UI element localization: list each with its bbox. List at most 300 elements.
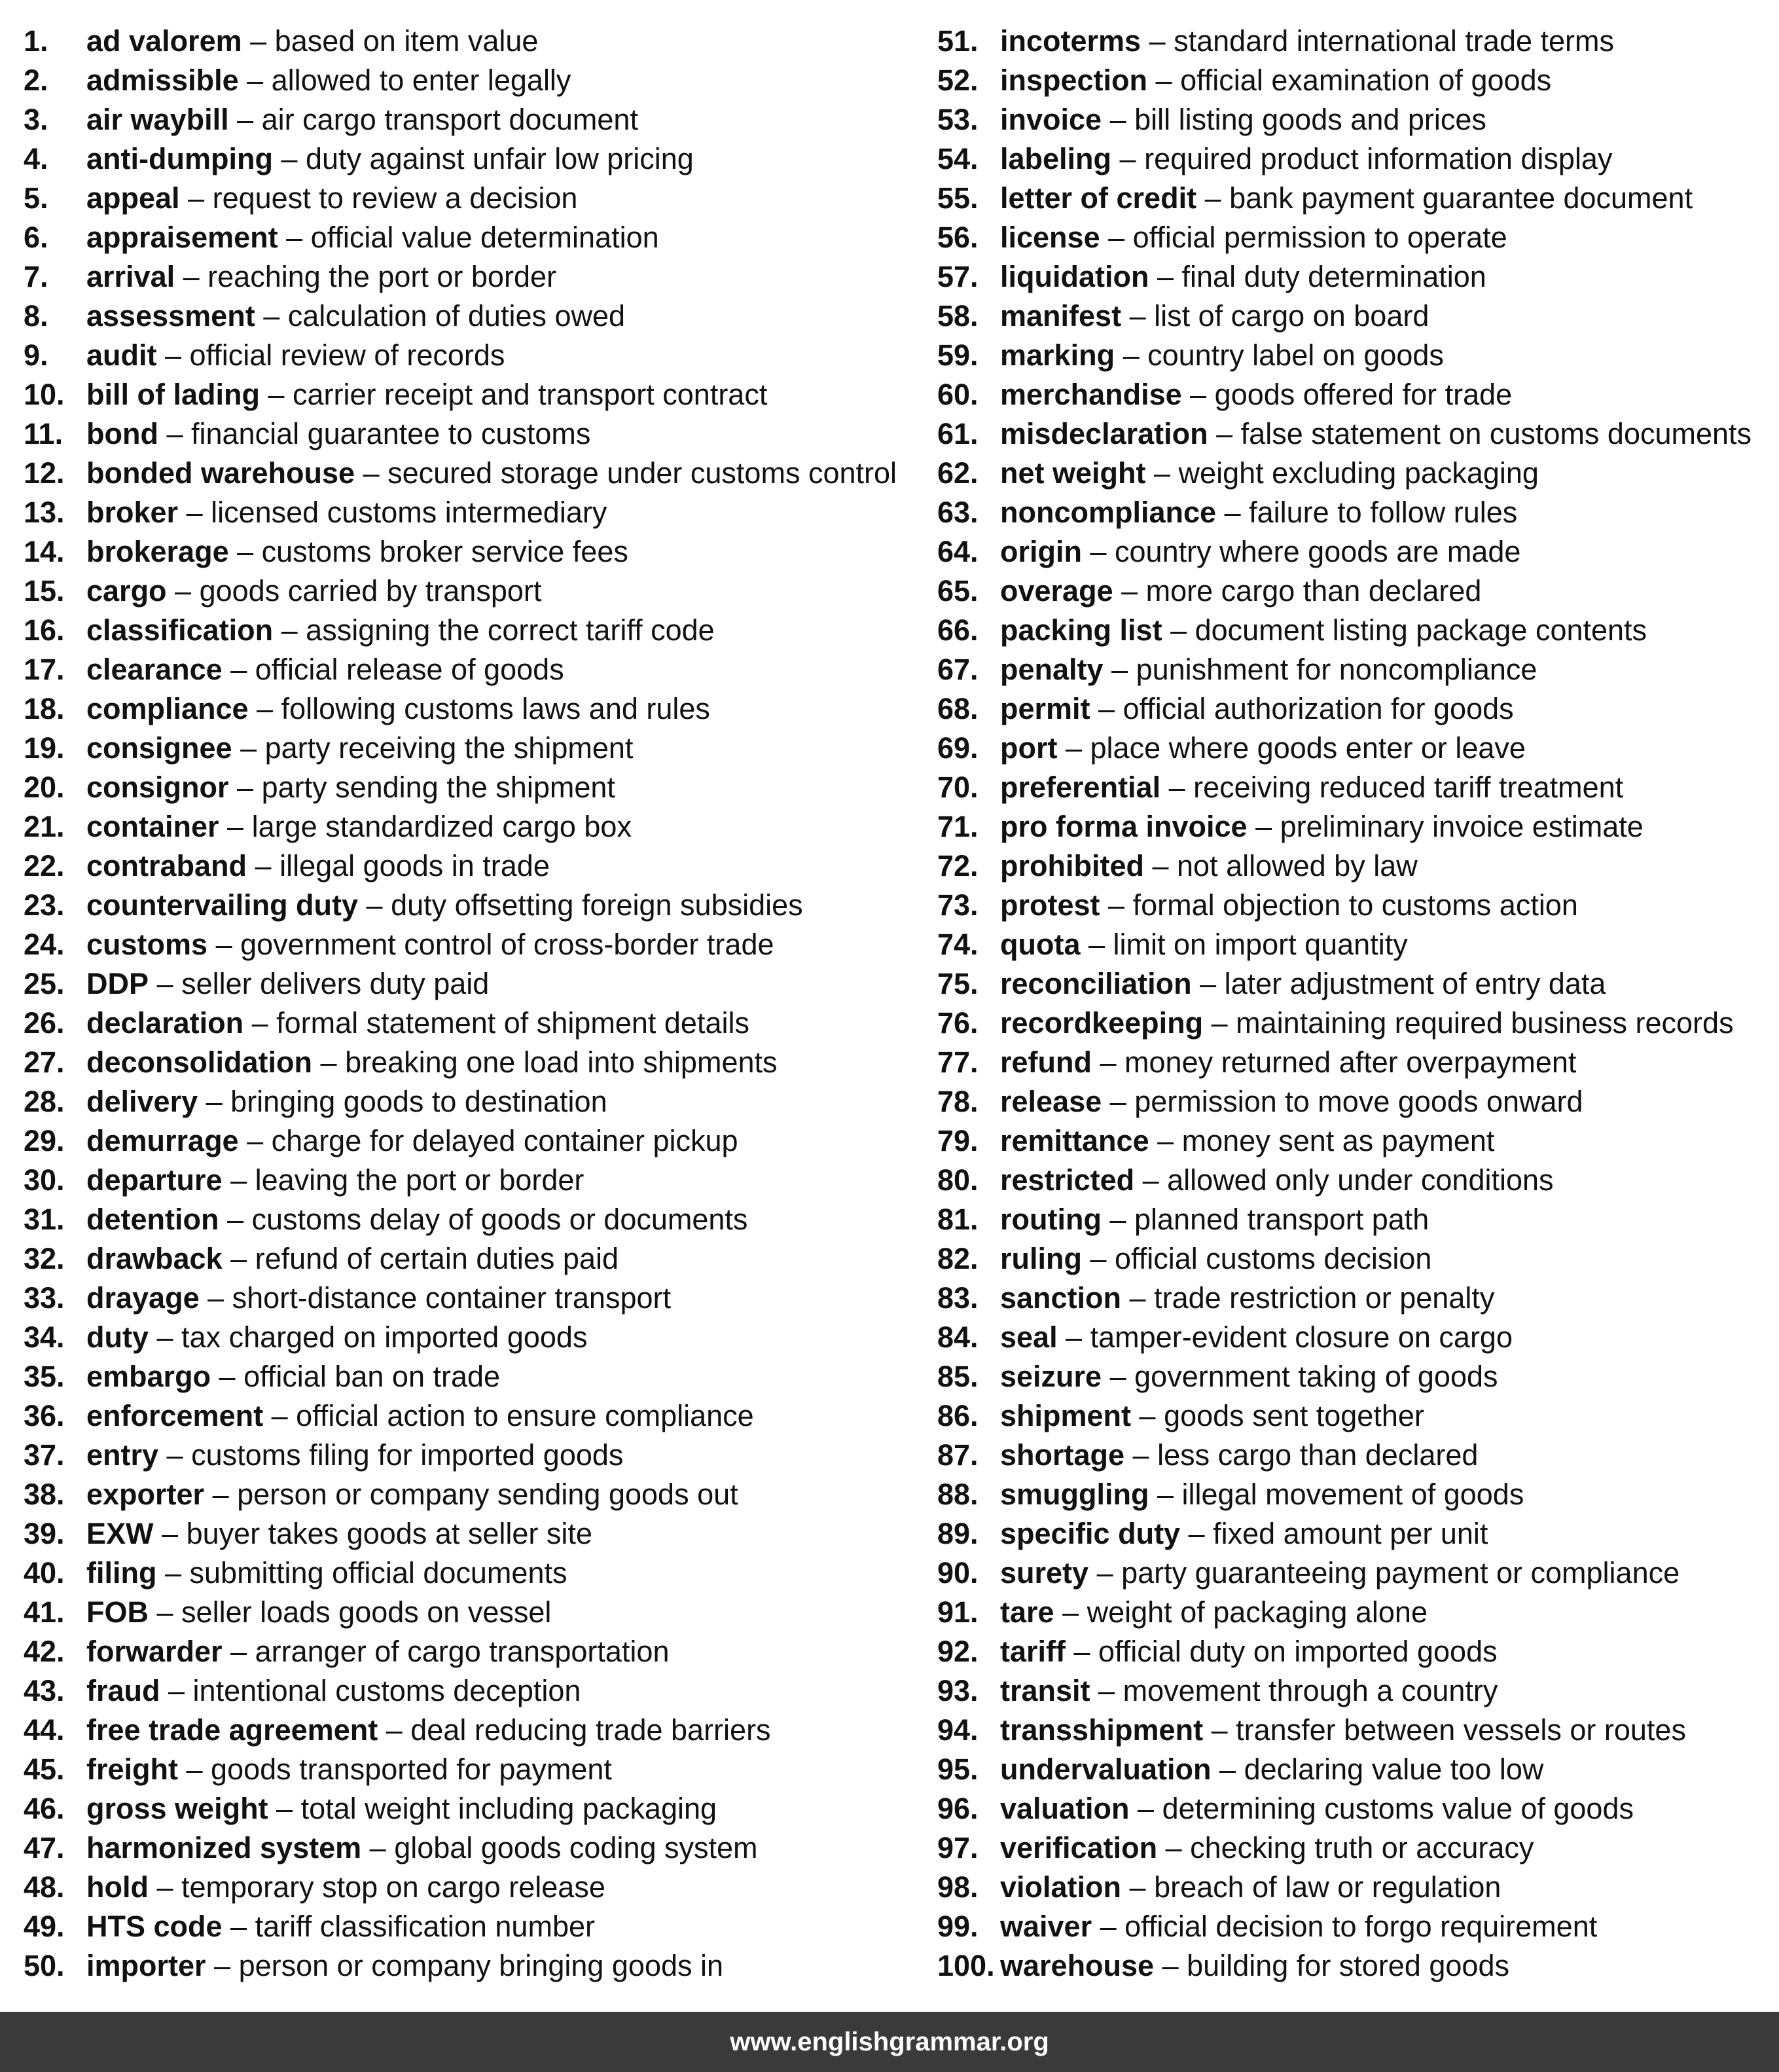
entry-definition: country label on goods xyxy=(1147,338,1444,372)
entry-number: 87. xyxy=(937,1438,979,1472)
entry-text xyxy=(86,925,774,964)
entry-separator: – xyxy=(1211,1753,1244,1786)
glossary-entry xyxy=(937,336,1779,375)
entry-separator: – xyxy=(1102,103,1135,136)
entry-number: 72. xyxy=(937,849,979,882)
entry-definition: party sending the shipment xyxy=(261,771,615,804)
glossary-entry xyxy=(24,1671,927,1711)
entry-definition: short-distance container transport xyxy=(232,1281,671,1315)
entry-text xyxy=(86,572,541,611)
entry-term: enforcement xyxy=(86,1399,264,1432)
entry-text xyxy=(86,414,590,454)
footer-url[interactable]: www.englishgrammar.org xyxy=(730,2027,1049,2056)
entry-number: 100. xyxy=(937,1949,995,1982)
entry-definition: customs filing for imported goods xyxy=(191,1438,624,1472)
entry-definition: request to review a decision xyxy=(212,181,578,215)
glossary-entry xyxy=(937,1436,1779,1475)
entry-number: 70. xyxy=(937,771,979,804)
entry-text xyxy=(1000,1750,1543,1789)
entry-number: 17. xyxy=(24,653,65,686)
glossary-entry xyxy=(24,297,927,336)
glossary-entry xyxy=(24,22,927,61)
entry-number: 8. xyxy=(24,299,48,333)
entry-definition: illegal goods in trade xyxy=(279,849,550,882)
entry-separator: – xyxy=(1100,888,1133,922)
entry-separator: – xyxy=(156,338,190,372)
entry-definition: declaring value too low xyxy=(1244,1753,1544,1786)
glossary-entry xyxy=(937,454,1779,493)
entry-separator: – xyxy=(149,1320,182,1354)
entry-number: 64. xyxy=(937,535,979,568)
entry-definition: licensed customs intermediary xyxy=(211,496,607,529)
entry-definition: failure to follow rules xyxy=(1249,496,1518,529)
entry-term: verification xyxy=(1000,1831,1158,1864)
entry-text xyxy=(86,1514,592,1554)
entry-term: packing list xyxy=(1000,613,1162,647)
glossary-entry xyxy=(24,964,927,1004)
entry-number: 26. xyxy=(24,1006,65,1040)
entry-number: 37. xyxy=(24,1438,65,1472)
entry-number: 81. xyxy=(937,1203,979,1236)
entry-definition: formal objection to customs action xyxy=(1132,888,1578,922)
entry-definition: false statement on customs documents xyxy=(1240,417,1752,450)
entry-text xyxy=(1000,414,1752,454)
entry-number: 86. xyxy=(937,1399,979,1432)
entry-definition: preliminary invoice estimate xyxy=(1280,810,1644,843)
glossary-entry xyxy=(24,1121,927,1161)
entry-definition: breach of law or regulation xyxy=(1154,1870,1501,1904)
entry-number: 6. xyxy=(24,221,48,254)
entry-term: contraband xyxy=(86,849,247,882)
entry-definition: government control of cross-border trade xyxy=(240,928,774,961)
entry-definition: bill listing goods and prices xyxy=(1134,103,1486,136)
glossary-entry xyxy=(24,1907,927,1946)
entry-definition: receiving reduced tariff treatment xyxy=(1193,771,1624,804)
entry-separator: – xyxy=(160,1674,193,1707)
entry-definition: weight excluding packaging xyxy=(1178,456,1539,490)
glossary-entry xyxy=(24,1828,927,1868)
entry-text xyxy=(86,1750,612,1789)
glossary-entry xyxy=(24,650,927,689)
glossary-entry xyxy=(937,414,1779,454)
entry-separator: – xyxy=(222,1635,255,1668)
entry-text xyxy=(1000,1239,1431,1279)
entry-term: ad valorem xyxy=(86,24,242,58)
entry-definition: duty against unfair low pricing xyxy=(306,142,694,175)
entry-term: routing xyxy=(1000,1203,1102,1236)
entry-term: FOB xyxy=(86,1595,149,1629)
entry-text xyxy=(86,1318,587,1357)
glossary-entry xyxy=(24,846,927,886)
entry-separator: – xyxy=(1124,1438,1158,1472)
entry-text xyxy=(1000,1907,1597,1946)
glossary-entry xyxy=(24,1082,927,1121)
glossary-entry xyxy=(937,1593,1779,1632)
entry-term: labeling xyxy=(1000,142,1112,175)
entry-number: 94. xyxy=(937,1713,979,1747)
entry-number: 29. xyxy=(24,1124,65,1157)
entry-definition: allowed to enter legally xyxy=(271,64,571,97)
glossary-entry xyxy=(937,257,1779,297)
entry-definition: bank payment guarantee document xyxy=(1229,181,1693,215)
glossary-entry xyxy=(937,61,1779,100)
entry-number: 96. xyxy=(937,1792,979,1825)
entry-separator: – xyxy=(361,1831,395,1864)
entry-separator: – xyxy=(1131,1399,1164,1432)
glossary-entry xyxy=(937,1161,1779,1200)
entry-separator: – xyxy=(148,1870,182,1904)
entry-term: transshipment xyxy=(1000,1713,1204,1747)
entry-separator: – xyxy=(1102,1085,1135,1118)
entry-separator: – xyxy=(278,221,311,254)
entry-text xyxy=(86,1632,669,1671)
glossary-entry xyxy=(937,1750,1779,1789)
entry-text xyxy=(1000,1593,1428,1632)
glossary-entry xyxy=(937,846,1779,886)
entry-separator: – xyxy=(242,24,275,58)
entry-term: restricted xyxy=(1000,1163,1135,1197)
glossary-entry xyxy=(24,336,927,375)
entry-text xyxy=(1000,493,1517,532)
entry-text xyxy=(1000,1789,1634,1828)
entry-term: overage xyxy=(1000,574,1113,608)
entry-number: 49. xyxy=(24,1910,65,1943)
entry-text xyxy=(86,1396,754,1436)
entry-term: misdeclaration xyxy=(1000,417,1208,450)
entry-separator: – xyxy=(1149,260,1182,293)
glossary-entry xyxy=(937,1357,1779,1396)
entry-number: 59. xyxy=(937,338,979,372)
glossary-entry xyxy=(937,179,1779,218)
entry-number: 85. xyxy=(937,1360,979,1393)
entry-term: prohibited xyxy=(1000,849,1144,882)
entry-number: 14. xyxy=(24,535,65,568)
entry-separator: – xyxy=(1216,496,1249,529)
entry-number: 33. xyxy=(24,1281,65,1315)
entry-definition: checking truth or accuracy xyxy=(1190,1831,1534,1864)
entry-number: 75. xyxy=(937,967,979,1000)
glossary-entry xyxy=(24,1475,927,1514)
entry-text xyxy=(86,179,577,218)
entry-term: appraisement xyxy=(86,221,278,254)
entry-term: DDP xyxy=(86,967,149,1000)
entry-term: clearance xyxy=(86,653,223,686)
entry-definition: required product information display xyxy=(1144,142,1613,175)
entry-term: violation xyxy=(1000,1870,1122,1904)
entry-term: exporter xyxy=(86,1478,205,1511)
entry-number: 73. xyxy=(937,888,979,922)
entry-number: 90. xyxy=(937,1556,979,1590)
entry-text xyxy=(86,493,607,532)
entry-term: ruling xyxy=(1000,1242,1082,1275)
entry-separator: – xyxy=(1157,1831,1191,1864)
entry-number: 31. xyxy=(24,1203,65,1236)
glossary-entry xyxy=(937,1121,1779,1161)
entry-term: origin xyxy=(1000,535,1082,568)
glossary-entry xyxy=(24,689,927,729)
entry-number: 80. xyxy=(937,1163,979,1197)
entry-number: 68. xyxy=(937,692,979,725)
entry-number: 71. xyxy=(937,810,979,843)
entry-definition: standard international trade terms xyxy=(1174,24,1614,58)
entry-text xyxy=(1000,454,1539,493)
entry-number: 27. xyxy=(24,1045,65,1079)
entry-separator: – xyxy=(1145,456,1179,490)
entry-separator: – xyxy=(243,1006,277,1040)
glossary-entry xyxy=(24,886,927,925)
entry-separator: – xyxy=(228,771,262,804)
entry-text xyxy=(86,1121,738,1161)
entry-number: 77. xyxy=(937,1045,979,1079)
entry-definition: buyer takes goods at seller site xyxy=(186,1517,592,1550)
entry-separator: – xyxy=(1143,849,1177,882)
entry-definition: official customs decision xyxy=(1115,1242,1432,1275)
entry-definition: illegal movement of goods xyxy=(1181,1478,1524,1511)
entry-term: freight xyxy=(86,1753,178,1786)
entry-separator: – xyxy=(1121,1281,1155,1315)
entry-separator: – xyxy=(228,535,262,568)
entry-separator: – xyxy=(1111,142,1145,175)
entry-text xyxy=(1000,1868,1501,1907)
glossary-entry xyxy=(937,1475,1779,1514)
glossary-entry xyxy=(24,375,927,414)
entry-text xyxy=(1000,611,1647,650)
entry-definition: seller delivers duty paid xyxy=(181,967,490,1000)
entry-definition: party guaranteeing payment or compliance xyxy=(1121,1556,1680,1590)
glossary-entry xyxy=(937,1514,1779,1554)
glossary-entry xyxy=(937,1279,1779,1318)
entry-definition: based on item value xyxy=(274,24,539,58)
entry-text xyxy=(1000,1396,1424,1436)
entry-separator: – xyxy=(1191,967,1225,1000)
entry-term: free trade agreement xyxy=(86,1713,378,1747)
entry-definition: official decision to forgo requirement xyxy=(1124,1910,1598,1943)
entry-definition: not allowed by law xyxy=(1177,849,1418,882)
entry-separator: – xyxy=(1160,771,1194,804)
entry-text xyxy=(86,1004,749,1043)
entry-number: 35. xyxy=(24,1360,65,1393)
entry-separator: – xyxy=(1121,1870,1155,1904)
entry-separator: – xyxy=(1147,64,1181,97)
glossary-entry xyxy=(937,218,1779,257)
entry-separator: – xyxy=(175,260,208,293)
entry-separator: – xyxy=(1121,299,1155,333)
entry-definition: goods transported for payment xyxy=(211,1753,612,1786)
entry-term: smuggling xyxy=(1000,1478,1149,1511)
entry-number: 12. xyxy=(24,456,65,490)
entry-definition: calculation of duties owed xyxy=(287,299,626,333)
entry-definition: total weight including packaging xyxy=(300,1792,717,1825)
entry-definition: leaving the port or border xyxy=(255,1163,584,1197)
glossary-entry xyxy=(24,1239,927,1279)
entry-number: 19. xyxy=(24,731,65,765)
entry-number: 43. xyxy=(24,1674,65,1707)
entry-term: seal xyxy=(1000,1320,1058,1354)
entry-term: entry xyxy=(86,1438,159,1472)
entry-separator: – xyxy=(158,417,191,450)
entry-separator: – xyxy=(158,1438,192,1472)
entry-number: 57. xyxy=(937,260,979,293)
entry-text xyxy=(1000,1004,1734,1043)
entry-text xyxy=(1000,729,1526,768)
glossary-entry xyxy=(24,1593,927,1632)
entry-text xyxy=(1000,846,1418,886)
entry-term: customs xyxy=(86,928,208,961)
entry-term: hold xyxy=(86,1870,149,1904)
entry-definition: maintaining required business records xyxy=(1236,1006,1734,1040)
entry-term: inspection xyxy=(1000,64,1148,97)
entry-definition: money sent as payment xyxy=(1181,1124,1495,1157)
entry-text xyxy=(1000,100,1486,139)
entry-separator: – xyxy=(263,1399,296,1432)
entry-number: 58. xyxy=(937,299,979,333)
entry-number: 63. xyxy=(937,496,979,529)
entry-text xyxy=(1000,218,1507,257)
entry-separator: – xyxy=(1162,613,1195,647)
entry-text xyxy=(86,1082,607,1121)
entry-number: 25. xyxy=(24,967,65,1000)
entry-number: 28. xyxy=(24,1085,65,1118)
glossary-entry xyxy=(937,572,1779,611)
entry-text xyxy=(1000,572,1481,611)
entry-definition: official examination of goods xyxy=(1180,64,1552,97)
entry-definition: money returned after overpayment xyxy=(1124,1045,1577,1079)
entry-definition: later adjustment of entry data xyxy=(1224,967,1606,1000)
entry-term: brokerage xyxy=(86,535,229,568)
entry-term: warehouse xyxy=(1000,1949,1155,1982)
entry-separator: – xyxy=(1088,1556,1122,1590)
glossary-entry xyxy=(24,532,927,572)
entry-term: HTS code xyxy=(86,1910,223,1943)
entry-separator: – xyxy=(1203,1713,1236,1747)
glossary-list xyxy=(0,22,1779,1982)
entry-number: 61. xyxy=(937,417,979,450)
entry-text xyxy=(86,1828,758,1868)
entry-term: shipment xyxy=(1000,1399,1132,1432)
entry-separator: – xyxy=(1149,1478,1182,1511)
entry-text xyxy=(86,218,659,257)
entry-separator: – xyxy=(156,1556,190,1590)
entry-definition: tamper-evident closure on cargo xyxy=(1090,1320,1513,1354)
entry-separator: – xyxy=(1247,810,1280,843)
entry-separator: – xyxy=(1154,1949,1187,1982)
entry-separator: – xyxy=(204,1478,238,1511)
entry-term: admissible xyxy=(86,64,239,97)
entry-term: permit xyxy=(1000,692,1090,725)
entry-text xyxy=(86,1436,623,1475)
glossary-entry xyxy=(24,1161,927,1200)
entry-term: assessment xyxy=(86,299,255,333)
entry-text xyxy=(1000,1318,1513,1357)
entry-definition: movement through a country xyxy=(1123,1674,1498,1707)
entry-separator: – xyxy=(273,613,306,647)
entry-text xyxy=(1000,1082,1583,1121)
entry-text xyxy=(86,100,638,139)
entry-separator: – xyxy=(358,888,391,922)
glossary-entry xyxy=(937,1082,1779,1121)
entry-number: 24. xyxy=(24,928,65,961)
entry-definition: official ban on trade xyxy=(243,1360,501,1393)
entry-text xyxy=(1000,179,1693,218)
entry-text xyxy=(1000,1711,1686,1750)
entry-term: forwarder xyxy=(86,1635,223,1668)
entry-separator: – xyxy=(1090,692,1123,725)
entry-text xyxy=(86,846,550,886)
glossary-entry xyxy=(24,1750,927,1789)
entry-term: deconsolidation xyxy=(86,1045,313,1079)
entry-text xyxy=(86,611,715,650)
glossary-entry xyxy=(937,1318,1779,1357)
entry-definition: assigning the correct tariff code xyxy=(306,613,715,647)
entry-term: preferential xyxy=(1000,771,1161,804)
entry-definition: planned transport path xyxy=(1134,1203,1429,1236)
glossary-entry xyxy=(937,886,1779,925)
entry-term: undervaluation xyxy=(1000,1753,1212,1786)
entry-text xyxy=(1000,336,1444,375)
entry-separator: – xyxy=(178,496,211,529)
entry-text xyxy=(86,964,489,1004)
entry-separator: – xyxy=(1149,1124,1182,1157)
entry-text xyxy=(86,1671,581,1711)
entry-number: 88. xyxy=(937,1478,979,1511)
entry-number: 48. xyxy=(24,1870,65,1904)
entry-term: liquidation xyxy=(1000,260,1149,293)
entry-number: 78. xyxy=(937,1085,979,1118)
entry-number: 5. xyxy=(24,181,48,215)
entry-definition: following customs laws and rules xyxy=(281,692,710,725)
entry-text xyxy=(86,768,615,807)
entry-separator: – xyxy=(1134,1163,1168,1197)
entry-number: 11. xyxy=(24,417,63,450)
glossary-entry xyxy=(937,297,1779,336)
entry-separator: – xyxy=(1057,1320,1090,1354)
entry-text xyxy=(86,689,710,729)
entry-number: 53. xyxy=(937,103,979,136)
entry-separator: – xyxy=(198,1085,231,1118)
entry-number: 95. xyxy=(937,1753,979,1786)
entry-number: 34. xyxy=(24,1320,65,1354)
entry-separator: – xyxy=(222,1163,255,1197)
entry-term: port xyxy=(1000,731,1058,765)
entry-definition: formal statement of shipment details xyxy=(276,1006,749,1040)
glossary-entry xyxy=(937,375,1779,414)
glossary-entry xyxy=(24,729,927,768)
glossary-entry xyxy=(937,1200,1779,1239)
entry-term: importer xyxy=(86,1949,206,1982)
entry-number: 1. xyxy=(24,24,48,58)
entry-text xyxy=(86,729,633,768)
entry-definition: official duty on imported goods xyxy=(1098,1635,1498,1668)
entry-number: 55. xyxy=(937,181,979,215)
entry-text xyxy=(1000,925,1408,964)
entry-definition: refund of certain duties paid xyxy=(255,1242,619,1275)
entry-definition: punishment for noncompliance xyxy=(1136,653,1537,686)
glossary-entry xyxy=(937,532,1779,572)
entry-text xyxy=(86,22,538,61)
glossary-entry xyxy=(937,964,1779,1004)
entry-separator: – xyxy=(222,1910,255,1943)
entry-separator: – xyxy=(247,849,280,882)
entry-definition: permission to move goods onward xyxy=(1134,1085,1583,1118)
entry-text xyxy=(86,1868,605,1907)
entry-text xyxy=(86,454,897,493)
entry-term: embargo xyxy=(86,1360,211,1393)
entry-number: 52. xyxy=(937,64,979,97)
entry-separator: – xyxy=(1066,1635,1099,1668)
entry-separator: – xyxy=(1103,653,1136,686)
glossary-entry xyxy=(24,1554,927,1593)
glossary-entry xyxy=(24,1043,927,1082)
